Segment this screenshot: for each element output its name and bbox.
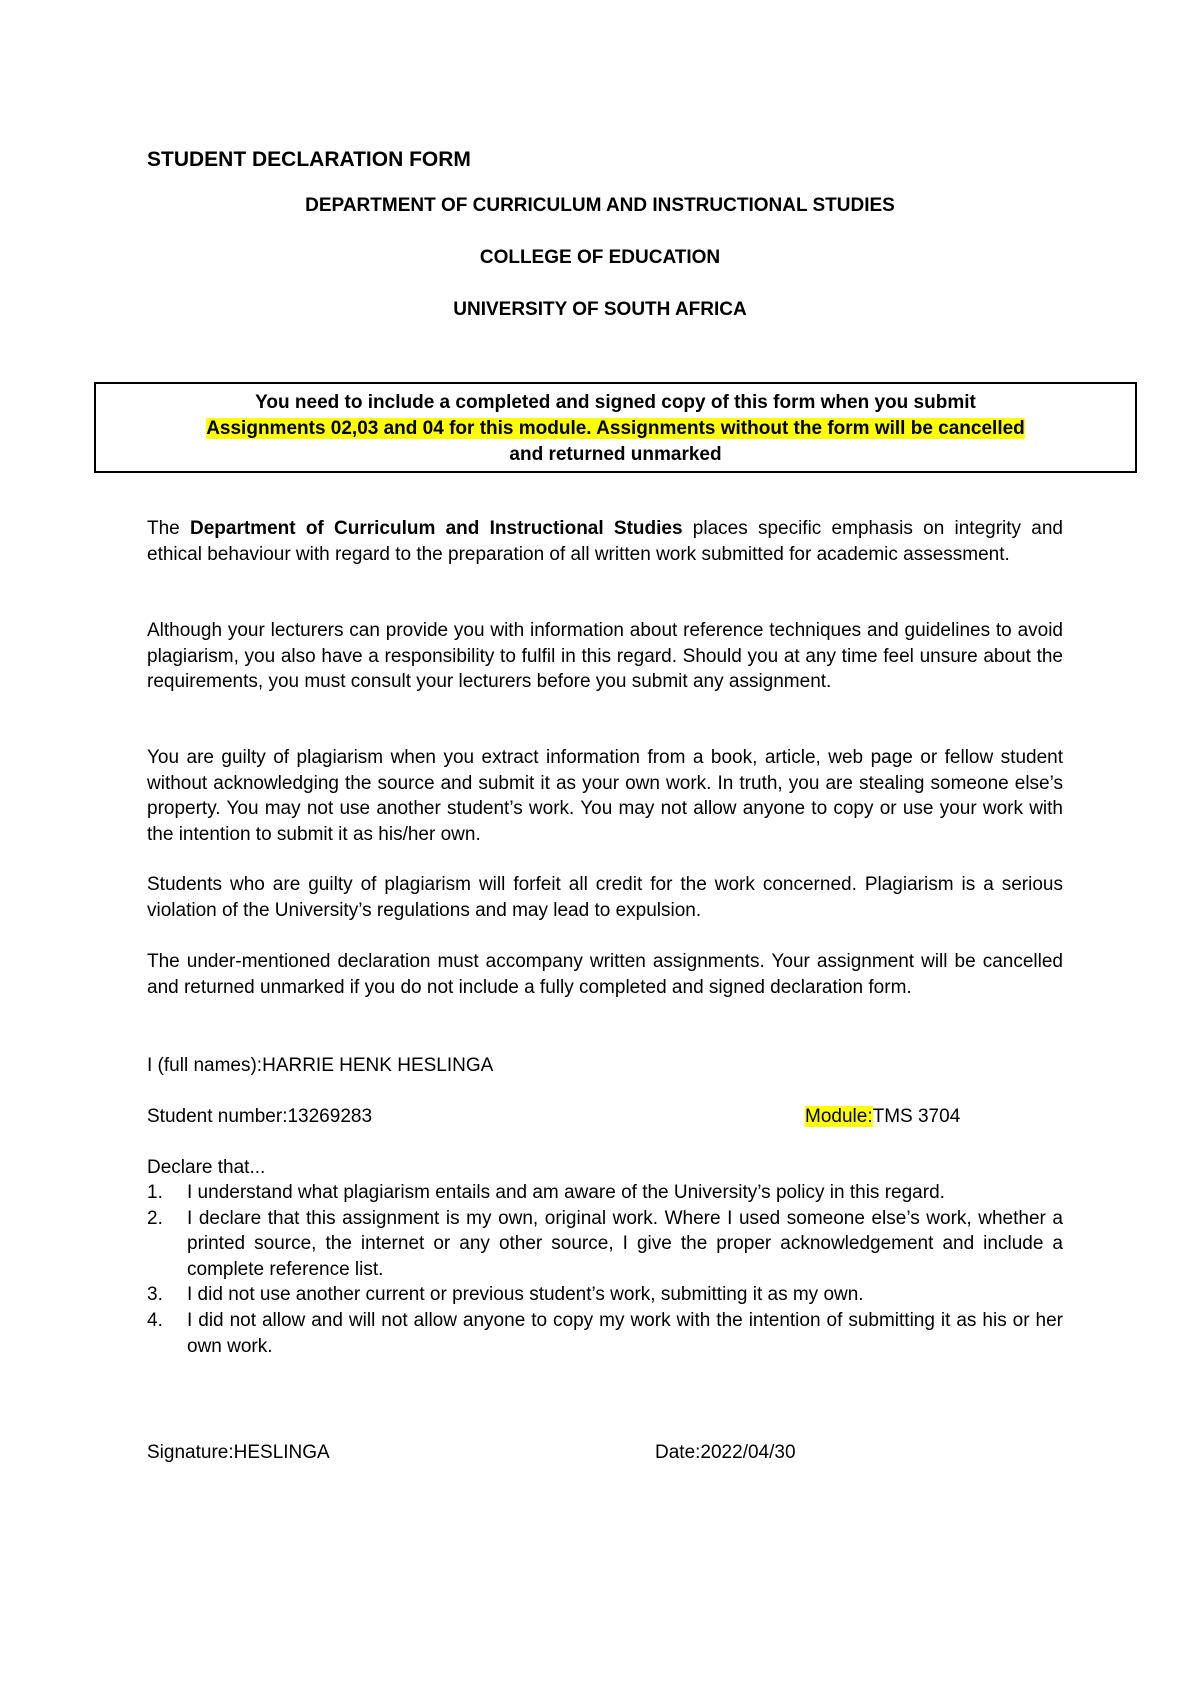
notice-box bbox=[94, 382, 1137, 473]
list-item-number: 4. bbox=[147, 1309, 163, 1331]
paragraph-emphasis bbox=[147, 516, 1063, 567]
signature-field bbox=[147, 1440, 330, 1465]
paragraph-1-start: The bbox=[147, 518, 190, 539]
student-number-field bbox=[147, 1104, 372, 1129]
notice-line-1: You need to include a completed and signed copy of this form when you submit bbox=[255, 392, 976, 413]
form-title: STUDENT DECLARATION FORM bbox=[147, 148, 471, 171]
paragraph-1-end: places specific emphasis on integrity and ethical behaviour with regard to the preparation of all written work submitted for academic assessment. bbox=[147, 518, 1063, 565]
notice-line-2-highlighted: Assignments 02,03 and 04 for this module. Assignments without the form will be cancelled bbox=[206, 418, 1025, 439]
college-heading: COLLEGE OF EDUCATION bbox=[479, 247, 721, 268]
list-item-text: I declare that this assignment is my own, original work. Where I used someone else’s work, whether a printed source, the internet or any other source, I give the proper acknowledgement and include a complete reference list. bbox=[187, 1207, 1063, 1280]
date-value: 2022/04/30 bbox=[700, 1442, 796, 1463]
list-item-text: I did not use another current or previous student’s work, submitting it as my own. bbox=[187, 1284, 864, 1306]
student-number-value: 13269283 bbox=[287, 1106, 373, 1127]
declare-intro: Declare that... bbox=[147, 1157, 266, 1178]
list-item-text: I understand what plagiarism entails and am aware of the University’s policy in this regard. bbox=[187, 1182, 945, 1203]
declaration-list bbox=[147, 1180, 1063, 1359]
paragraph-responsibility: Although your lecturers can provide you with information about reference techniques and guidelines to avoid plagiarism, you also have a responsibility to fulfil in this regard. Should you at any time feel unsure about the requirements, you must consult your lecturers before you submit any assignment. bbox=[147, 620, 1063, 693]
list-item-number: 3. bbox=[147, 1284, 163, 1306]
full-names-field bbox=[147, 1053, 493, 1078]
list-item bbox=[147, 1282, 1063, 1308]
signature-label: Signature: bbox=[147, 1442, 234, 1463]
list-item-number: 1. bbox=[147, 1182, 163, 1203]
department-heading: DEPARTMENT OF CURRICULUM AND INSTRUCTIONAL STUDIES bbox=[305, 195, 895, 216]
list-item bbox=[147, 1206, 1063, 1283]
full-names-value: HARRIE HENK HESLINGA bbox=[262, 1055, 494, 1076]
module-value: TMS 3704 bbox=[872, 1106, 961, 1127]
student-number-label: Student number: bbox=[147, 1106, 288, 1127]
signature-value: HESLINGA bbox=[233, 1442, 330, 1463]
list-item-number: 2. bbox=[147, 1207, 163, 1229]
notice-line-3: and returned unmarked bbox=[509, 444, 722, 465]
department-name-bold: Department of Curriculum and Instructional Studies bbox=[190, 518, 683, 539]
paragraph-consequences: Students who are guilty of plagiarism will forfeit all credit for the work concerned. Plagiarism is a serious violation of the University’s regulations and may lead to expulsion. bbox=[147, 874, 1063, 921]
date-field bbox=[655, 1440, 796, 1465]
list-item-text: I did not allow and will not allow anyone to copy my work with the intention of submitting it as his or her own work. bbox=[187, 1309, 1063, 1357]
module-field bbox=[805, 1104, 960, 1129]
full-names-label: I (full names): bbox=[147, 1055, 263, 1076]
list-item bbox=[147, 1180, 1063, 1206]
university-heading: UNIVERSITY OF SOUTH AFRICA bbox=[453, 299, 747, 320]
date-label: Date: bbox=[655, 1442, 701, 1463]
paragraph-declaration-requirement: The under-mentioned declaration must accompany written assignments. Your assignment will be cancelled and returned unmarked if you do not include a fully completed and signed declaration form. bbox=[147, 951, 1063, 998]
list-item bbox=[147, 1308, 1063, 1359]
paragraph-plagiarism-definition: You are guilty of plagiarism when you extract information from a book, article, web page or fellow student without acknowledging the source and submit it as your own work. In truth, you are stealing someone else’s property. You may not use another student’s work. You may not allow anyone to copy or use your work with the intention to submit it as his/her own. bbox=[147, 747, 1063, 845]
module-label: Module: bbox=[805, 1106, 873, 1127]
